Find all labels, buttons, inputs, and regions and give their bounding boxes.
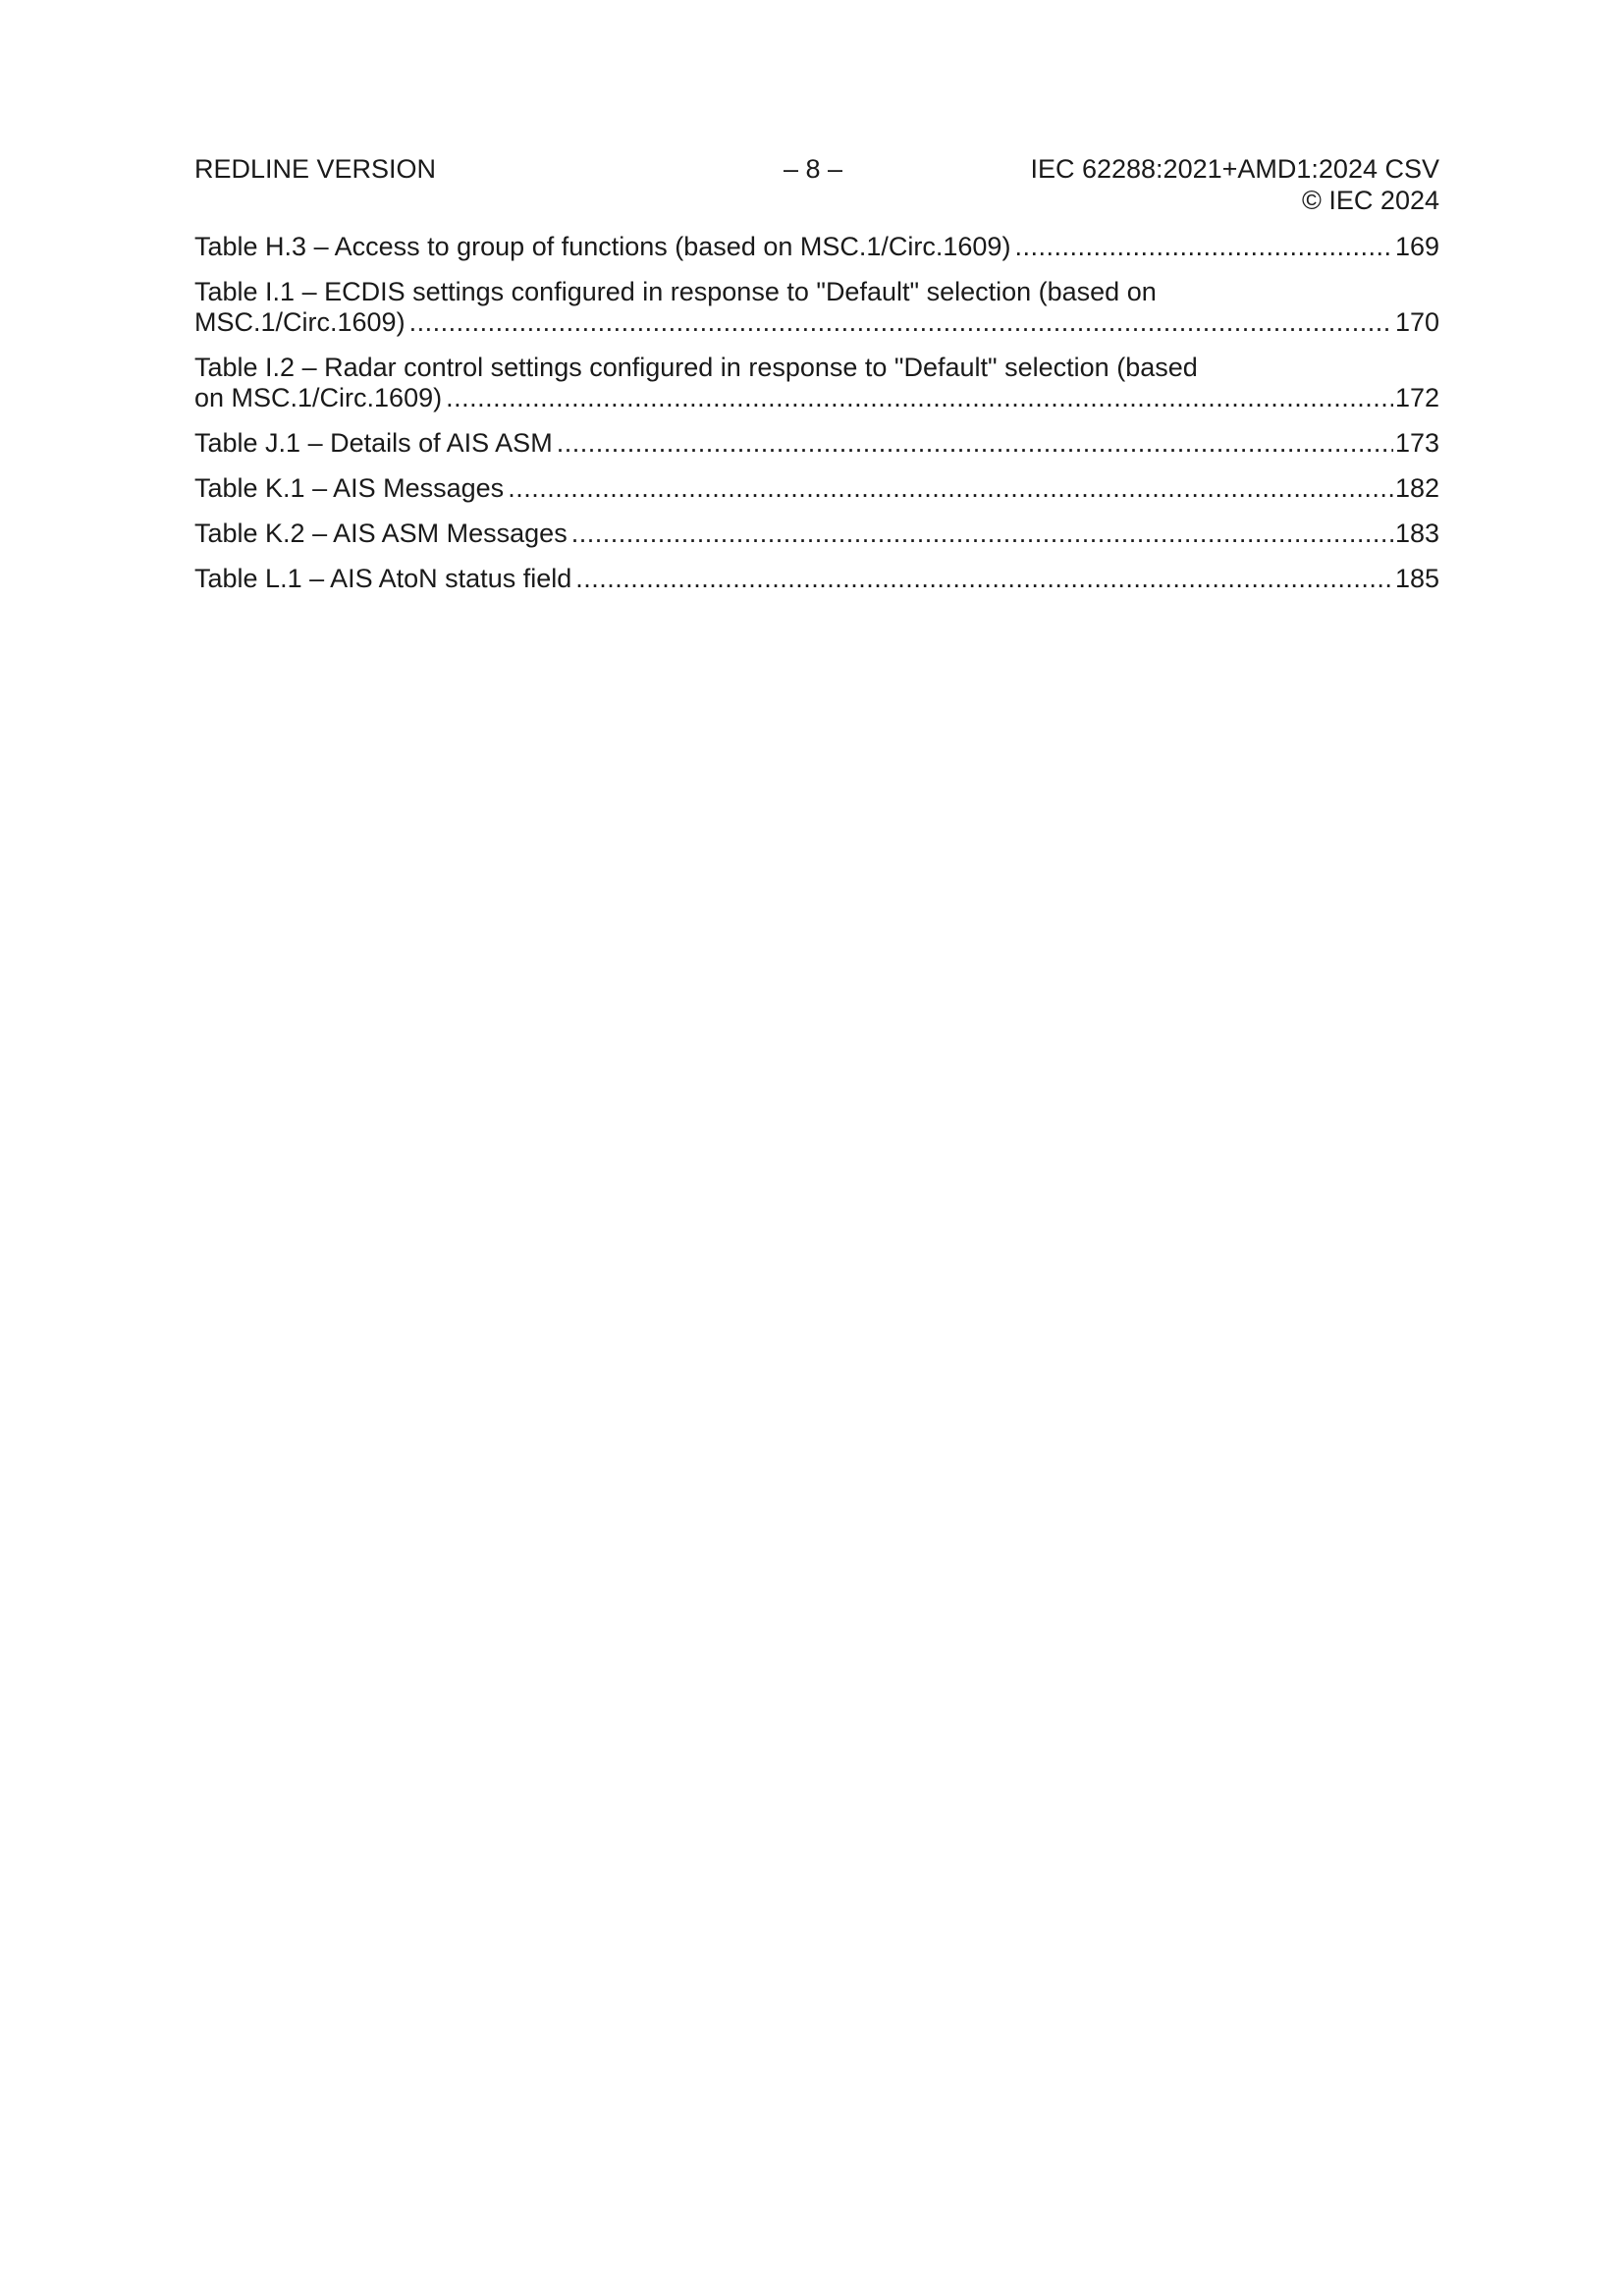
toc-entry-page: 173 bbox=[1394, 428, 1439, 458]
toc-dot-leader bbox=[446, 383, 1393, 413]
toc-entry-title-line2: on MSC.1/Circ.1609) bbox=[194, 383, 443, 412]
toc-dot-leader bbox=[557, 428, 1393, 459]
header-standard-id bbox=[1030, 153, 1439, 216]
toc-entry-table-i1[interactable] bbox=[194, 277, 1439, 338]
toc-entry-title: Table K.1 – AIS Messages bbox=[194, 473, 505, 503]
header-copyright: © IEC 2024 bbox=[1302, 186, 1439, 215]
toc-entry-title-line1: Table I.2 – Radar control settings configured in response to "Default" selection (based bbox=[194, 353, 1198, 382]
toc-entry-table-k1[interactable] bbox=[194, 473, 1439, 504]
toc-entry-title: Table L.1 – AIS AtoN status field bbox=[194, 564, 572, 593]
header-page-number: – 8 – bbox=[784, 154, 843, 184]
header-standard-number: IEC 62288:2021+AMD1:2024 CSV bbox=[1030, 154, 1439, 184]
toc-entry-title: Table H.3 – Access to group of functions (based on MSC.1/Circ.1609) bbox=[194, 232, 1011, 261]
toc-entry-table-h3[interactable] bbox=[194, 232, 1439, 262]
toc-entry-title-line1: Table I.1 – ECDIS settings configured in response to "Default" selection (based on bbox=[194, 277, 1157, 306]
toc-entry-page: 183 bbox=[1394, 519, 1439, 548]
toc-entry-page: 185 bbox=[1394, 564, 1439, 593]
toc-entry-title: Table J.1 – Details of AIS ASM bbox=[194, 428, 553, 458]
toc-dot-leader bbox=[575, 564, 1393, 594]
toc-entry-table-i2[interactable] bbox=[194, 353, 1439, 413]
toc-dot-leader bbox=[409, 307, 1393, 338]
toc-entry-title: Table K.2 – AIS ASM Messages bbox=[194, 519, 568, 548]
toc-dot-leader bbox=[508, 473, 1393, 504]
toc-entry-table-j1[interactable] bbox=[194, 428, 1439, 459]
toc-entry-page: 170 bbox=[1394, 307, 1439, 337]
toc-entry-page: 169 bbox=[1394, 232, 1439, 261]
table-of-contents bbox=[194, 232, 1439, 609]
toc-entry-title-line2: MSC.1/Circ.1609) bbox=[194, 307, 406, 337]
toc-dot-leader bbox=[571, 519, 1393, 549]
toc-entry-page: 182 bbox=[1394, 473, 1439, 503]
toc-entry-page: 172 bbox=[1394, 383, 1439, 412]
toc-entry-table-l1[interactable] bbox=[194, 564, 1439, 594]
header-version-label: REDLINE VERSION bbox=[194, 154, 437, 184]
toc-dot-leader bbox=[1014, 232, 1393, 262]
toc-entry-table-k2[interactable] bbox=[194, 519, 1439, 549]
